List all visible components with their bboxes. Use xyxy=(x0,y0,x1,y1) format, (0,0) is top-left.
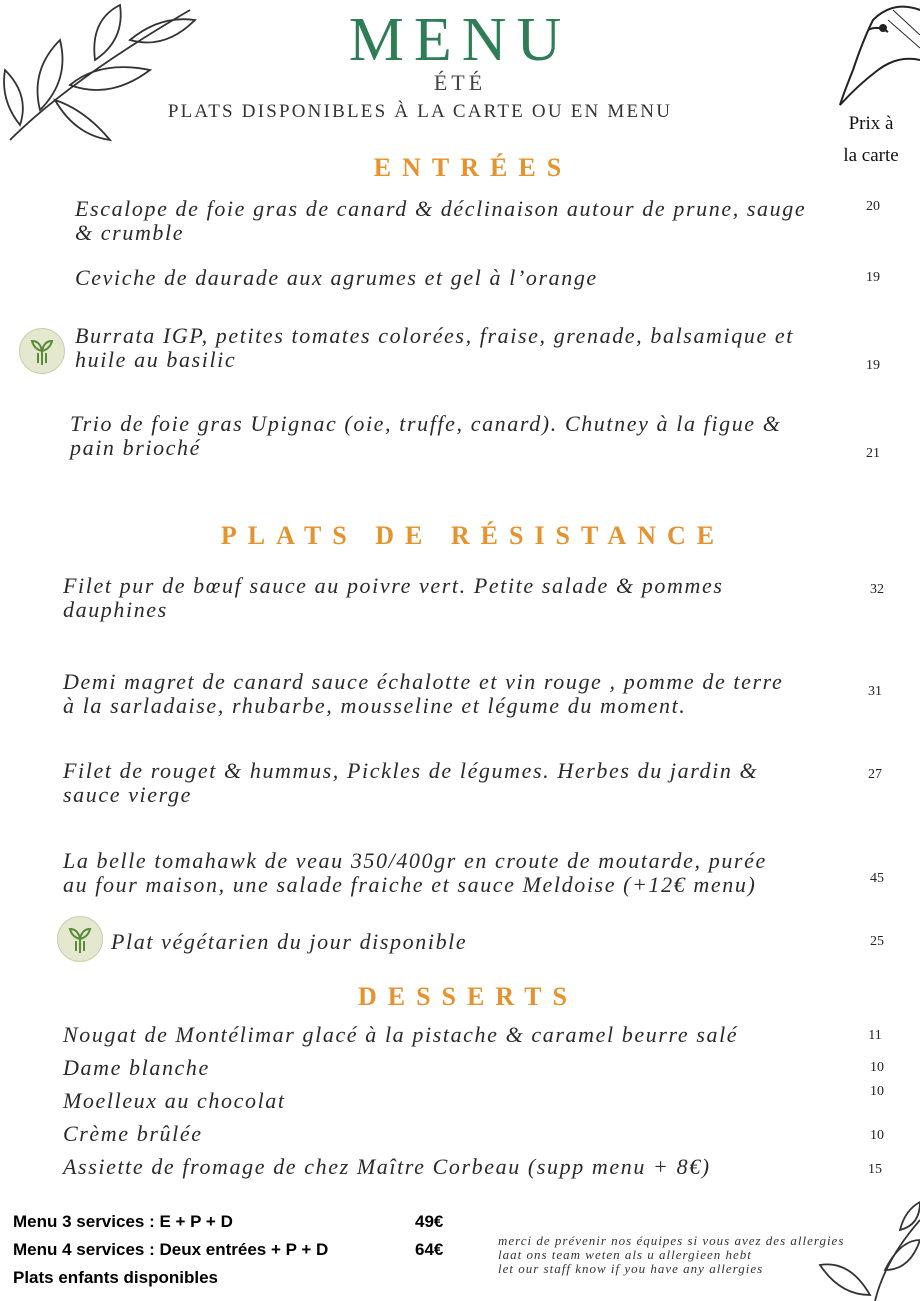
item-price: 20 xyxy=(866,199,880,214)
item-price: 10 xyxy=(870,1128,884,1143)
item-text-line1: Plat végétarien du jour disponible xyxy=(111,929,468,954)
item-price: 10 xyxy=(870,1084,884,1099)
vegetarian-icon xyxy=(19,328,65,374)
item-text-line2: au four maison, une salade fraiche et sauce Meldoise (+12€ menu) xyxy=(63,872,757,897)
menu-item-entree-1 xyxy=(75,197,806,245)
item-price: 45 xyxy=(870,871,884,886)
item-text-line1: Filet de rouget & hummus, Pickles de légumes. Herbes du jardin & xyxy=(63,758,759,783)
menu-item-entree-3 xyxy=(75,324,794,372)
section-heading-desserts: DESSERTS xyxy=(357,982,579,1011)
vegetarian-icon xyxy=(57,916,103,962)
item-text-line2: à la sarladaise, rhubarbe, mousseline et légume du moment. xyxy=(63,693,687,718)
menu-item-plat-2 xyxy=(63,670,783,718)
menu-item-entree-4 xyxy=(70,412,781,460)
item-text-line2: sauce vierge xyxy=(63,782,192,807)
allergy-notice-en: let our staff know if you have any allergies xyxy=(498,1261,764,1276)
item-price: 15 xyxy=(868,1162,882,1177)
item-text-line2: pain brioché xyxy=(70,435,202,460)
menu-item-plat-4 xyxy=(63,849,767,897)
menu-title: MENU xyxy=(348,6,572,74)
allergy-notice xyxy=(498,1234,844,1276)
item-price: 19 xyxy=(866,270,880,285)
menu-3-services-label: Menu 3 services : E + P + D xyxy=(13,1212,233,1231)
price-label-line2: la carte xyxy=(843,145,899,166)
dessert-item: Dame blanche xyxy=(63,1055,210,1080)
dessert-item: Assiette de fromage de chez Maître Corbeau (supp menu + 8€) xyxy=(63,1154,711,1179)
section-heading-entrees: ENTRÉES xyxy=(373,153,573,182)
item-text-line1: Escalope de foie gras de canard & déclinaison autour de prune, sauge xyxy=(75,196,807,221)
allergy-notice-nl: laat ons team weten als u allergieen hebt xyxy=(498,1247,752,1262)
item-price: 31 xyxy=(868,684,882,699)
item-text-line1: Filet pur de bœuf sauce au poivre vert. Petite salade & pommes xyxy=(63,573,724,598)
menu-subtitle: PLATS DISPONIBLES À LA CARTE OU EN MENU xyxy=(167,101,673,122)
dessert-item: Crème brûlée xyxy=(63,1121,203,1146)
item-text-line1: Trio de foie gras Upignac (oie, truffe, canard). Chutney à la figue & xyxy=(70,411,782,436)
dessert-item: Nougat de Montélimar glacé à la pistache & caramel beurre salé xyxy=(63,1022,739,1047)
item-price: 21 xyxy=(866,446,880,461)
item-price: 27 xyxy=(868,767,882,782)
menu-item-entree-2 xyxy=(75,266,598,290)
kids-menu-note: Plats enfants disponibles xyxy=(13,1268,218,1287)
item-price: 11 xyxy=(868,1028,882,1043)
season-label: ÉTÉ xyxy=(433,70,487,95)
item-text-line2: dauphines xyxy=(63,597,168,622)
item-text-line1: Demi magret de canard sauce échalotte et vin rouge , pomme de terre xyxy=(63,669,784,694)
menu-item-plat-3 xyxy=(63,759,758,807)
item-text-line1: Ceviche de daurade aux agrumes et gel à l’orange xyxy=(75,265,598,290)
item-price: 10 xyxy=(870,1060,884,1075)
price-label-line1: Prix à xyxy=(848,113,894,134)
allergy-notice-fr: merci de prévenir nos équipes si vous avez des allergies xyxy=(498,1233,845,1248)
dessert-item: Moelleux au chocolat xyxy=(63,1088,286,1113)
item-text-line2: huile au basilic xyxy=(75,347,237,372)
menu-item-plat-5 xyxy=(111,930,467,954)
menu-3-services-price: 49€ xyxy=(415,1212,444,1231)
item-text-line1: La belle tomahawk de veau 350/400gr en croute de moutarde, purée xyxy=(63,848,767,873)
item-price: 32 xyxy=(870,582,884,597)
item-price: 19 xyxy=(866,358,880,373)
item-text-line1: Burrata IGP, petites tomates colorées, fraise, grenade, balsamique et xyxy=(75,323,794,348)
section-heading-plats: PLATS DE RÉSISTANCE xyxy=(220,521,726,550)
item-text-line2: & crumble xyxy=(75,220,185,245)
item-price: 25 xyxy=(870,934,884,949)
menu-item-plat-1 xyxy=(63,574,724,622)
menu-4-services-price: 64€ xyxy=(415,1240,444,1259)
leaf-decoration-bottom-right xyxy=(815,1200,920,1301)
menu-4-services-label: Menu 4 services : Deux entrées + P + D xyxy=(13,1240,329,1259)
